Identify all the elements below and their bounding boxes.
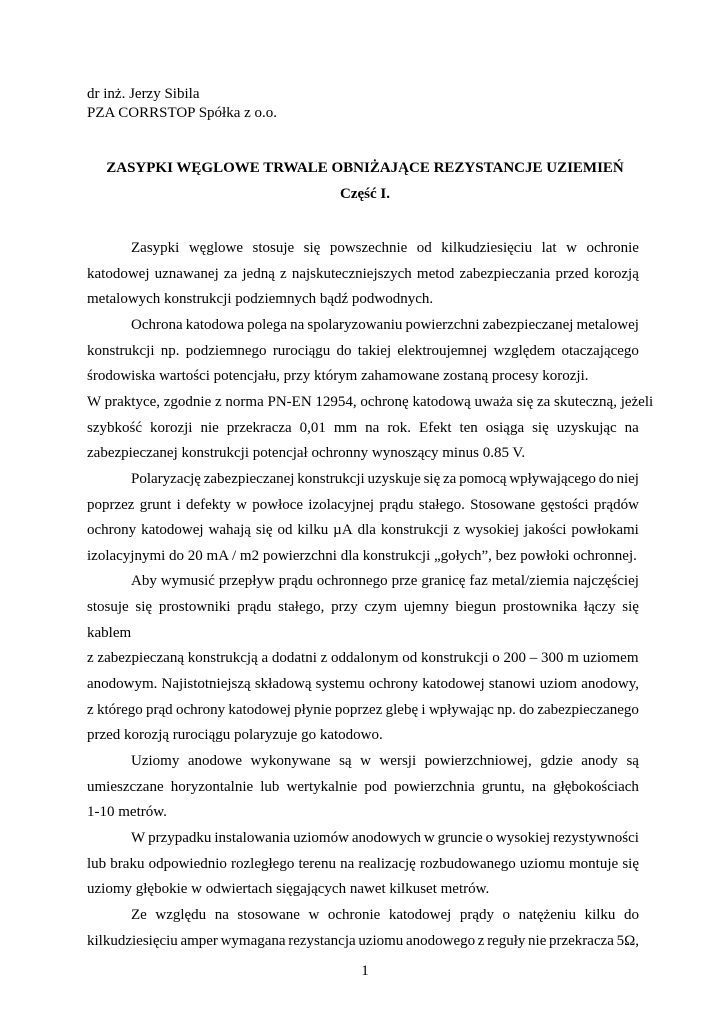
body-line: z zabezpieczaną konstrukcją a dodatni z oddalonym od konstrukcji o 200 – 300 m uziomem <box>87 650 639 666</box>
body-line: kilkudziesięciu amper wymagana rezystancja uziomu anodowego z reguły nie przekracza 5Ω, <box>87 933 639 949</box>
body-line: Zasypki węglowe stosuje się powszechnie od kilkudziesięciu lat w ochronie <box>131 240 639 256</box>
body-line: Aby wymusić przepływ prądu ochronnego prze granicę faz metal/ziemia najczęściej <box>131 573 639 589</box>
body-line: przed korozją rurociągu polaryzuje go katodowo. <box>87 727 383 743</box>
body-line: Polaryzację zabezpieczanej konstrukcji uzyskuje się za pomocą wpływającego do niej <box>131 471 639 487</box>
document-title: ZASYPKI WĘGLOWE TRWALE OBNIŻAJĄCE REZYSTANCJE UZIEMIEŃ <box>106 160 624 176</box>
body-line: izolacyjnymi do 20 mA / m2 powierzchni dla konstrukcji „gołych”, bez powłoki ochronnej. <box>87 548 637 564</box>
body-line: umieszczane horyzontalnie lub wertykalnie pod powierzchnia gruntu, na głębokościach <box>87 779 639 795</box>
author-block <box>87 85 277 123</box>
page-number: 1 <box>361 963 369 979</box>
body-line: anodowym. Najistotniejszą składową systemu ochrony katodowej stanowi uziom anodowy, <box>87 676 639 692</box>
body-line: W praktyce, zgodnie z norma PN-EN 12954, ochronę katodową uważa się za skuteczną, jeżeli <box>87 394 654 410</box>
body-line: katodowej uznawanej za jedną z najskuteczniejszych metod zabezpieczania przed korozją <box>87 266 639 282</box>
body-line: W przypadku instalowania uziomów anodowych w gruncie o wysokiej rezystywności <box>131 830 639 846</box>
author-company: PZA CORRSTOP Spółka z o.o. <box>87 105 278 121</box>
body-line: ochrony katodowej wahają się od kilku µA dla konstrukcji z wysokiej jakości powłokami <box>87 522 639 538</box>
body-line: konstrukcji np. podziemnego rurociągu do takiej elektroujemnej względem otaczającego <box>87 343 639 359</box>
body-line: uziomy głębokie w odwiertach sięgających nawet kilkuset metrów. <box>87 881 490 897</box>
document-part: Część I. <box>340 186 390 202</box>
body-line: metalowych konstrukcji podziemnych bądź podwodnych. <box>87 291 434 307</box>
body-line: 1-10 metrów. <box>87 804 167 820</box>
body-line: środowiska wartości potencjału, przy którym zahamowane zostaną procesy korozji. <box>87 368 589 384</box>
body-line: zabezpieczanej konstrukcji potencjał ochronny wynoszący minus 0.85 V. <box>87 445 526 461</box>
body-line: Ze względu na stosowane w ochronie katodowej prądy o natężeniu kilku do <box>131 907 639 923</box>
body-line: szybkość korozji nie przekracza 0,01 mm na rok. Efekt ten osiąga się uzyskując na <box>87 420 639 436</box>
body-line: poprzez grunt i defekty w powłoce izolacyjnej prądu stałego. Stosowane gęstości prądów <box>87 497 639 513</box>
body-line: lub braku odpowiednio rozległego terenu na realizację rozbudowanego uziomu montuje się <box>87 856 639 872</box>
body-line: z którego prąd ochrony katodowej płynie poprzez glebę i wpływając np. do zabezpieczanego <box>87 702 639 718</box>
body-line: stosuje się prostowniki prądu stałego, przy czym ujemny biegun prostownika łączy się <box>87 599 639 615</box>
body-line: Ochrona katodowa polega na spolaryzowaniu powierzchni zabezpieczanej metalowej <box>131 317 639 333</box>
author-name: dr inż. Jerzy Sibila <box>87 86 200 102</box>
body-line: kablem <box>87 625 132 641</box>
body-line: Uziomy anodowe wykonywane są w wersji powierzchniowej, gdzie anody są <box>131 753 639 769</box>
